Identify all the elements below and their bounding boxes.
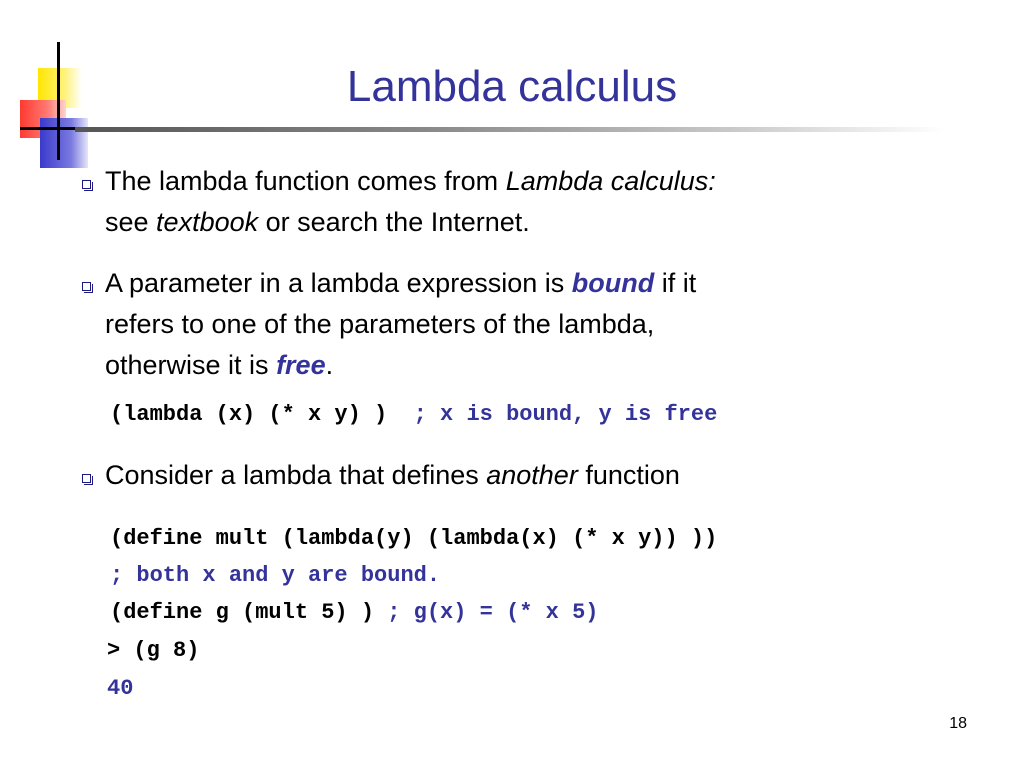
page-number: 18 <box>949 715 967 732</box>
bullet-2-text-5: . <box>325 350 334 380</box>
bullet-1-text-3: or search the Internet. <box>258 207 530 237</box>
bullet-2-text-3: refers to one of the parameters of the lambda, <box>105 309 655 339</box>
bullet-1 <box>105 161 716 243</box>
slide-title: Lambda calculus <box>346 62 678 111</box>
code-line-3 <box>110 600 598 625</box>
bullet-2-keyword-free: free <box>276 350 326 380</box>
bullet-1-text-2: see <box>105 207 157 237</box>
bullet-marker-icon <box>82 282 91 291</box>
code-line-3-code: (define g (mult 5) ) <box>110 600 388 625</box>
bullet-2-text-4: otherwise it is <box>105 350 277 380</box>
code-line-4: > (g 8) <box>107 638 200 663</box>
bullet-marker-icon <box>82 474 91 483</box>
code-line-5-result: 40 <box>107 676 134 701</box>
bullet-2-text: A parameter in a lambda expression is <box>105 268 572 298</box>
code-example-1-comment: ; x is bound, y is free <box>413 402 718 427</box>
bullet-1-emphasis: Lambda calculus: <box>505 166 716 196</box>
bullet-3 <box>105 455 680 496</box>
code-example-1-code: (lambda (x) (* x y) ) <box>110 402 414 427</box>
bullet-3-text: Consider a lambda that defines <box>105 460 487 490</box>
bullet-marker-icon <box>82 180 91 189</box>
code-line-2-comment: ; both x and y are bound. <box>110 563 441 588</box>
bullet-1-emphasis-2: textbook <box>156 207 259 237</box>
bullet-3-emphasis: another <box>486 460 578 490</box>
code-example-1 <box>110 402 717 427</box>
bullet-3-text-2: function <box>577 460 680 490</box>
bullet-2-text-2: if it <box>654 268 697 298</box>
code-line-3-comment: ; g(x) = (* x 5) <box>387 600 599 625</box>
bullet-2 <box>105 263 696 386</box>
bullet-2-keyword-bound: bound <box>571 268 655 298</box>
code-line-1: (define mult (lambda(y) (lambda(x) (* x y)) )) <box>110 526 718 551</box>
bullet-1-text: The lambda function comes from <box>105 166 506 196</box>
